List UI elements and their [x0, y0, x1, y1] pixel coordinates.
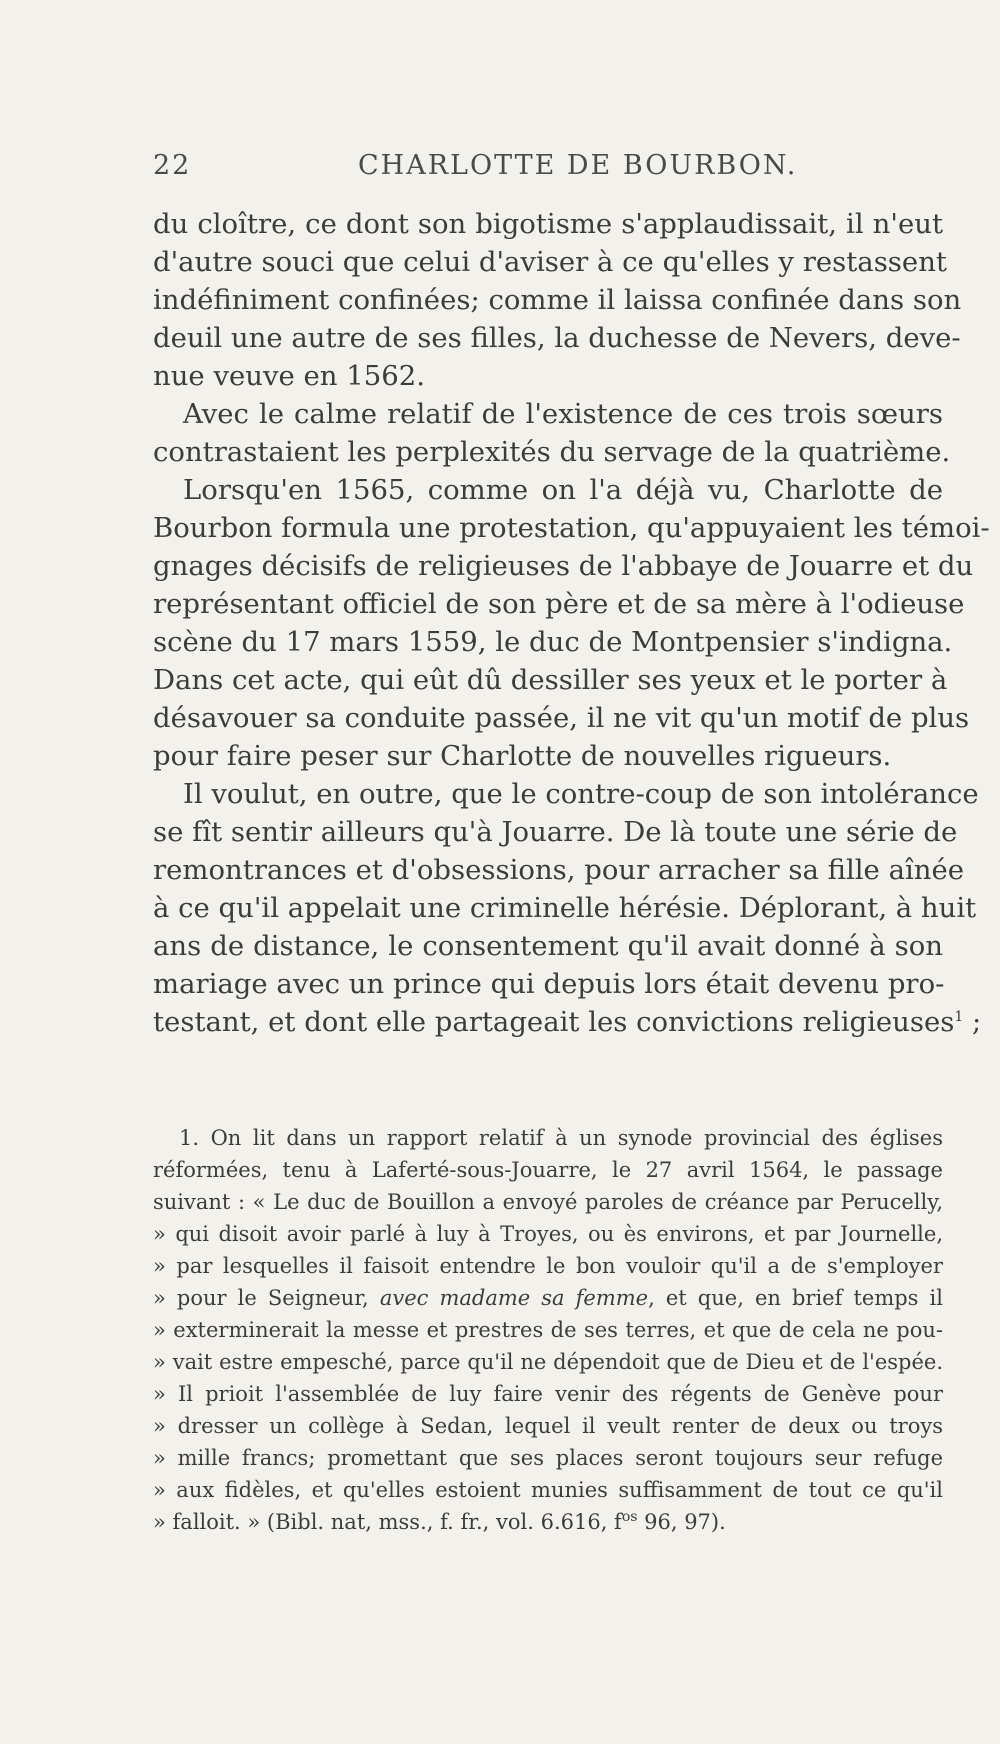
footnote-line: » dresser un collège à Sedan, lequel il veult renter de deux ou troys — [153, 1414, 943, 1438]
text-line: d'autre souci que celui d'aviser à ce qu'elles y restassent — [153, 246, 947, 278]
text-line: gnages décisifs de religieuses de l'abbaye de Jouarre et du — [153, 550, 974, 582]
footnote-line: » aux fidèles, et qu'elles estoient munies suffisamment de tout ce qu'il — [153, 1478, 943, 1502]
footnote-italic: avec madame sa femme — [379, 1286, 649, 1310]
text-line: indéfiniment confinées; comme il laissa confinée dans son — [153, 284, 962, 316]
text-line: du cloître, ce dont son bigotisme s'applaudissait, il n'eut — [153, 208, 943, 240]
text-line: désavouer sa conduite passée, il ne vit qu'un motif de plus — [153, 702, 970, 734]
footnote-line: suivant : « Le duc de Bouillon a envoyé paroles de créance par Perucelly, — [153, 1190, 943, 1214]
footnote-line: » par lesquelles il faisoit entendre le bon vouloir qu'il a de s'employer — [153, 1254, 943, 1278]
footnote-line: » Il prioit l'assemblée de luy faire venir des régents de Genève pour — [153, 1382, 943, 1406]
text-line: remontrances et d'obsessions, pour arracher sa fille aînée — [153, 854, 965, 886]
text-line: ans de distance, le consentement qu'il avait donné à son — [153, 930, 943, 962]
footnote-line: réformées, tenu à Laferté-sous-Jouarre, le 27 avril 1564, le passage — [153, 1158, 943, 1182]
text-line: nue veuve en 1562. — [153, 360, 425, 392]
text-line: Dans cet acte, qui eût dû dessiller ses yeux et le porter à — [153, 664, 948, 696]
text-line: à ce qu'il appelait une criminelle hérésie. Déplorant, à huit — [153, 892, 977, 924]
text-line: se fît sentir ailleurs qu'à Jouarre. De là toute une série de — [153, 816, 958, 848]
text-line: Bourbon formula une protestation, qu'appuyaient les témoi- — [153, 512, 990, 544]
footnote-superscript: os — [621, 1509, 638, 1525]
footnote-reference: 1 — [954, 1008, 964, 1025]
footnote-segment: » falloit. » (Bibl. nat, mss., f. fr., vol. 6.616, f — [153, 1510, 622, 1534]
page-header — [153, 150, 943, 190]
text-line: Avec le calme relatif de l'existence de ces trois sœurs — [183, 398, 943, 430]
text-line: Il voulut, en outre, que le contre-coup de son intolérance — [183, 778, 979, 810]
text-line: scène du 17 mars 1559, le duc de Montpensier s'indigna. — [153, 626, 953, 658]
text-line: représentant officiel de son père et de sa mère à l'odieuse — [153, 588, 965, 620]
footnote-segment: 96, 97). — [637, 1510, 726, 1534]
footnote-line — [153, 1506, 943, 1538]
text-line — [153, 1003, 982, 1041]
running-head: CHARLOTTE DE BOURBON. — [358, 150, 798, 181]
text-line: contrastaient les perplexités du servage de la quatrième. — [153, 436, 951, 468]
footnote-line: » vait estre empesché, parce qu'il ne dépendoit que de Dieu et de l'espée. — [153, 1350, 943, 1374]
footnote — [153, 1122, 943, 1538]
footnote-line: » qui disoit avoir parlé à luy à Troyes, ou ès environs, et par Journelle, — [153, 1222, 943, 1246]
text-line: mariage avec un prince qui depuis lors était devenu pro- — [153, 968, 945, 1000]
footnote-segment: , et que, en brief temps il — [648, 1286, 943, 1310]
footnote-line: » exterminerait la messe et prestres de ses terres, et que de cela ne pou- — [153, 1318, 943, 1342]
footnote-segment: » pour le Seigneur, — [153, 1286, 369, 1310]
text-line-end: ; — [963, 1006, 982, 1038]
footnote-line — [153, 1282, 943, 1314]
text-line: pour faire peser sur Charlotte de nouvelles rigueurs. — [153, 740, 892, 772]
footnote-line: 1. On lit dans un rapport relatif à un synode provincial des églises — [179, 1126, 943, 1150]
text-line-content: testant, et dont elle partageait les convictions religieuses — [153, 1006, 955, 1038]
footnote-line: » mille francs; promettant que ses places seront toujours seur refuge — [153, 1446, 943, 1470]
page-number: 22 — [153, 150, 192, 181]
body-text — [153, 205, 990, 1041]
text-line: Lorsqu'en 1565, comme on l'a déjà vu, Charlotte de — [183, 474, 943, 506]
text-line: deuil une autre de ses filles, la duchesse de Nevers, deve- — [153, 322, 961, 354]
